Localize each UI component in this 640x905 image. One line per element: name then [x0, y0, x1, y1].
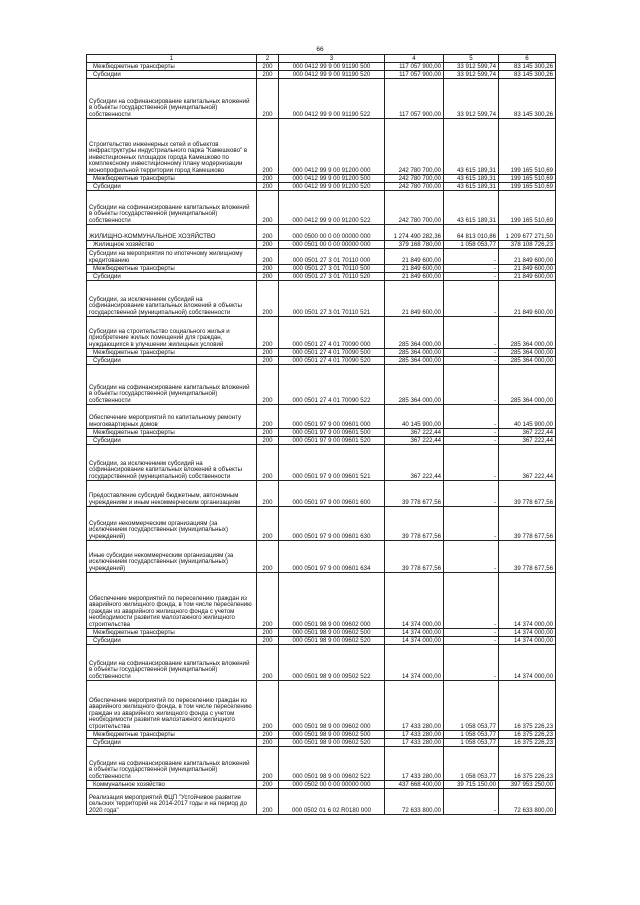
table-row	[87, 429, 556, 437]
row-name-cell: Субсидии на мероприятия по ипотечному жилищному кредитованию	[87, 249, 257, 265]
row-approved-cell: 379 168 780,00	[385, 241, 444, 249]
table-row	[87, 781, 556, 789]
row-approved-cell: 21 849 600,00	[385, 265, 444, 273]
row-executed-cell: 33 912 599,74	[444, 79, 499, 119]
row-executed-cell: 43 615 189,31	[444, 183, 499, 191]
row-executed-cell: -	[444, 445, 499, 481]
row-executed-cell: -	[444, 281, 499, 317]
row-name-cell: Субсидии	[87, 183, 257, 191]
row-code-cell: 200	[257, 281, 279, 317]
row-remaining-cell: 199 165 510,69	[499, 175, 556, 183]
table-row	[87, 637, 556, 645]
row-executed-cell: 1 058 053,77	[444, 739, 499, 747]
table-row	[87, 507, 556, 541]
row-kbk-cell: 000 0501 27 4 01 70090 000	[279, 317, 385, 349]
row-name-cell: Предоставление субсидий бюджетным, автономным учреждениям и иным некоммерческим организациям	[87, 481, 257, 507]
row-executed-cell: 39 715 150,00	[444, 781, 499, 789]
row-kbk-cell: 000 0412 99 9 00 91200 000	[279, 119, 385, 175]
row-executed-cell: -	[444, 349, 499, 357]
table-row	[87, 739, 556, 747]
header-col-5: 5	[444, 55, 499, 63]
row-code-cell: 200	[257, 265, 279, 273]
row-approved-cell: 72 633 800,00	[385, 789, 444, 815]
row-name-cell: Жилищное хозяйство	[87, 241, 257, 249]
row-executed-cell: -	[444, 573, 499, 629]
table-row	[87, 119, 556, 175]
table-row	[87, 445, 556, 481]
row-approved-cell: 242 780 700,00	[385, 191, 444, 225]
row-code-cell: 200	[257, 681, 279, 731]
header-col-2: 2	[257, 55, 279, 63]
row-remaining-cell: 21 849 600,00	[499, 273, 556, 281]
table-row	[87, 175, 556, 183]
row-approved-cell: 285 364 000,00	[385, 349, 444, 357]
row-approved-cell: 39 778 677,56	[385, 481, 444, 507]
row-remaining-cell: 16 375 226,23	[499, 731, 556, 739]
row-name-cell: Коммунальное хозяйство	[87, 781, 257, 789]
table-row	[87, 437, 556, 445]
row-remaining-cell: 14 374 000,00	[499, 645, 556, 681]
table-row	[87, 357, 556, 365]
row-remaining-cell: 83 145 300,26	[499, 79, 556, 119]
row-approved-cell: 367 222,44	[385, 445, 444, 481]
budget-table	[86, 54, 556, 815]
row-code-cell: 200	[257, 573, 279, 629]
row-remaining-cell: 378 108 726,23	[499, 241, 556, 249]
row-code-cell: 200	[257, 71, 279, 79]
row-executed-cell: 43 615 189,31	[444, 191, 499, 225]
table-row	[87, 265, 556, 273]
row-executed-cell: 1 058 053,77	[444, 747, 499, 781]
row-name-cell: Межбюджетные трансферты	[87, 175, 257, 183]
table-row	[87, 629, 556, 637]
row-remaining-cell: 16 375 226,23	[499, 747, 556, 781]
row-remaining-cell: 72 633 800,00	[499, 789, 556, 815]
row-executed-cell: 43 615 189,31	[444, 175, 499, 183]
row-remaining-cell: 39 778 677,56	[499, 481, 556, 507]
row-kbk-cell: 000 0501 97 9 00 09601 521	[279, 445, 385, 481]
row-remaining-cell: 199 165 510,69	[499, 183, 556, 191]
row-code-cell: 200	[257, 541, 279, 573]
row-code-cell: 200	[257, 63, 279, 71]
row-remaining-cell: 39 778 677,56	[499, 507, 556, 541]
row-name-cell: Субсидии	[87, 739, 257, 747]
row-name-cell: Реализация мероприятий ФЦП "Устойчивое развитие сельских территорий на 2014-2017 годы и на период до 2020 года"	[87, 789, 257, 815]
table-row	[87, 71, 556, 79]
row-approved-cell: 39 778 677,56	[385, 507, 444, 541]
row-code-cell: 200	[257, 507, 279, 541]
row-name-cell: Межбюджетные трансферты	[87, 429, 257, 437]
row-remaining-cell: 367 222,44	[499, 429, 556, 437]
row-kbk-cell: 000 0501 98 9 00 09602 522	[279, 747, 385, 781]
row-kbk-cell: 000 0412 99 9 00 91190 522	[279, 79, 385, 119]
row-executed-cell: 1 058 053,77	[444, 681, 499, 731]
row-remaining-cell: 367 222,44	[499, 445, 556, 481]
row-code-cell: 200	[257, 349, 279, 357]
row-kbk-cell: 000 0501 00 0 00 00000 000	[279, 241, 385, 249]
row-remaining-cell: 1 209 677 271,50	[499, 225, 556, 241]
row-remaining-cell: 285 364 000,00	[499, 365, 556, 405]
row-code-cell: 200	[257, 781, 279, 789]
row-executed-cell: -	[444, 273, 499, 281]
row-approved-cell: 285 364 000,00	[385, 317, 444, 349]
row-remaining-cell: 21 849 600,00	[499, 265, 556, 273]
row-approved-cell: 17 433 280,00	[385, 739, 444, 747]
row-approved-cell: 367 222,44	[385, 437, 444, 445]
header-row	[87, 55, 556, 63]
row-remaining-cell: 285 364 000,00	[499, 317, 556, 349]
table-row	[87, 731, 556, 739]
row-executed-cell: 33 912 599,74	[444, 63, 499, 71]
row-kbk-cell: 000 0501 27 3 01 70110 521	[279, 281, 385, 317]
row-code-cell: 200	[257, 241, 279, 249]
row-approved-cell: 17 433 280,00	[385, 747, 444, 781]
row-code-cell: 200	[257, 119, 279, 175]
row-remaining-cell: 16 375 226,23	[499, 739, 556, 747]
row-kbk-cell: 000 0501 27 4 01 70090 520	[279, 357, 385, 365]
row-executed-cell: -	[444, 357, 499, 365]
row-kbk-cell: 000 0501 97 9 00 09601 500	[279, 429, 385, 437]
row-approved-cell: 285 364 000,00	[385, 365, 444, 405]
row-code-cell: 200	[257, 739, 279, 747]
row-executed-cell: -	[444, 629, 499, 637]
row-approved-cell: 117 057 900,00	[385, 71, 444, 79]
row-name-cell: Субсидии, за исключением субсидий на софинансирование капитальных вложений в объекты государственной (муниципальной) собственности	[87, 281, 257, 317]
row-executed-cell: 1 058 053,77	[444, 731, 499, 739]
row-executed-cell: -	[444, 481, 499, 507]
row-remaining-cell: 39 778 677,56	[499, 541, 556, 573]
row-kbk-cell: 000 0500 00 0 00 00000 000	[279, 225, 385, 241]
row-code-cell: 200	[257, 405, 279, 429]
row-name-cell: ЖИЛИЩНО-КОММУНАЛЬНОЕ ХОЗЯЙСТВО	[87, 225, 257, 241]
row-remaining-cell: 21 849 600,00	[499, 281, 556, 317]
row-approved-cell: 437 668 400,00	[385, 781, 444, 789]
row-name-cell: Субсидии на софинансирование капитальных вложений в объекты государственной (муниципальной) собственности	[87, 365, 257, 405]
row-name-cell: Межбюджетные трансферты	[87, 63, 257, 71]
budget-table-container	[86, 54, 555, 815]
row-remaining-cell: 40 145 900,00	[499, 405, 556, 429]
row-code-cell: 200	[257, 437, 279, 445]
row-name-cell: Межбюджетные трансферты	[87, 629, 257, 637]
row-executed-cell: -	[444, 405, 499, 429]
row-kbk-cell: 000 0501 98 9 00 09602 500	[279, 629, 385, 637]
header-col-4: 4	[385, 55, 444, 63]
row-executed-cell: -	[444, 507, 499, 541]
table-row	[87, 349, 556, 357]
row-code-cell: 200	[257, 225, 279, 241]
table-row	[87, 747, 556, 781]
row-kbk-cell: 000 0502 01 6 02 R0180 000	[279, 789, 385, 815]
row-code-cell: 200	[257, 175, 279, 183]
table-row	[87, 273, 556, 281]
row-remaining-cell: 16 375 226,23	[499, 681, 556, 731]
row-kbk-cell: 000 0412 99 9 00 91190 520	[279, 71, 385, 79]
row-executed-cell: 64 813 010,86	[444, 225, 499, 241]
row-name-cell: Субсидии на строительство социального жилья и приобретение жилых помещений для граждан, нуждающихся в улучшении жилищных условий	[87, 317, 257, 349]
row-name-cell: Субсидии, за исключением субсидий на софинансирование капитальных вложений в объекты государственной (муниципальной) собственности	[87, 445, 257, 481]
row-name-cell: Субсидии некоммерческим организациям (за исключением государственных (муниципальных) учреждений)	[87, 507, 257, 541]
row-code-cell: 200	[257, 445, 279, 481]
row-remaining-cell: 14 374 000,00	[499, 629, 556, 637]
row-remaining-cell: 21 849 600,00	[499, 249, 556, 265]
row-executed-cell: 1 058 053,77	[444, 241, 499, 249]
row-executed-cell: -	[444, 249, 499, 265]
row-code-cell: 200	[257, 79, 279, 119]
row-approved-cell: 242 780 700,00	[385, 183, 444, 191]
row-approved-cell: 117 057 900,00	[385, 79, 444, 119]
table-row	[87, 183, 556, 191]
row-kbk-cell: 000 0501 98 9 00 09602 500	[279, 731, 385, 739]
row-kbk-cell: 000 0501 27 4 01 70090 522	[279, 365, 385, 405]
row-remaining-cell: 14 374 000,00	[499, 573, 556, 629]
row-name-cell: Иные субсидии некоммерческим организациям (за исключением государственных (муниципальных) учреждений)	[87, 541, 257, 573]
table-row	[87, 573, 556, 629]
row-approved-cell: 21 849 600,00	[385, 273, 444, 281]
row-approved-cell: 14 374 000,00	[385, 629, 444, 637]
row-name-cell: Обеспечение мероприятий по капитальному ремонту многоквартирных домов	[87, 405, 257, 429]
table-row	[87, 249, 556, 265]
row-name-cell: Субсидии	[87, 357, 257, 365]
row-kbk-cell: 000 0412 99 9 00 91200 500	[279, 175, 385, 183]
row-approved-cell: 14 374 000,00	[385, 637, 444, 645]
row-name-cell: Субсидии на софинансирование капитальных вложений в объекты государственной (муниципальной) собственности	[87, 79, 257, 119]
row-kbk-cell: 000 0501 98 9 00 09602 520	[279, 739, 385, 747]
row-kbk-cell: 000 0501 98 9 00 09602 520	[279, 637, 385, 645]
row-name-cell: Субсидии на софинансирование капитальных вложений в объекты государственной (муниципальной) собственности	[87, 191, 257, 225]
row-kbk-cell: 000 0501 98 9 00 09602 000	[279, 573, 385, 629]
row-name-cell: Субсидии	[87, 71, 257, 79]
row-executed-cell: -	[444, 789, 499, 815]
row-remaining-cell: 14 374 000,00	[499, 637, 556, 645]
row-kbk-cell: 000 0501 98 9 00 09502 522	[279, 645, 385, 681]
table-row	[87, 405, 556, 429]
table-row	[87, 225, 556, 241]
row-name-cell: Межбюджетные трансферты	[87, 731, 257, 739]
row-kbk-cell: 000 0501 27 4 01 70090 500	[279, 349, 385, 357]
row-code-cell: 200	[257, 365, 279, 405]
table-row	[87, 241, 556, 249]
row-approved-cell: 14 374 000,00	[385, 645, 444, 681]
row-executed-cell: -	[444, 265, 499, 273]
header-col-3: 3	[279, 55, 385, 63]
row-executed-cell: -	[444, 365, 499, 405]
table-row	[87, 191, 556, 225]
row-approved-cell: 17 433 280,00	[385, 681, 444, 731]
row-name-cell: Обеспечение мероприятий по переселению граждан из аварийного жилищного фонда, в том числе переселению граждан из аварийного жилищного фонда с учетом необходимости развития малоэтажного жилищного строительства	[87, 573, 257, 629]
row-executed-cell: -	[444, 637, 499, 645]
row-kbk-cell: 000 0502 00 0 00 00000 000	[279, 781, 385, 789]
row-remaining-cell: 199 165 510,69	[499, 119, 556, 175]
row-remaining-cell: 397 953 250,00	[499, 781, 556, 789]
row-kbk-cell: 000 0412 99 9 00 91200 520	[279, 183, 385, 191]
row-kbk-cell: 000 0501 97 9 00 09601 630	[279, 507, 385, 541]
row-remaining-cell: 83 145 300,26	[499, 71, 556, 79]
row-name-cell: Субсидии на софинансирование капитальных вложений в объекты государственной (муниципальной) собственности	[87, 645, 257, 681]
row-name-cell: Субсидии на софинансирование капитальных вложений в объекты государственной (муниципальной) собственности	[87, 747, 257, 781]
row-kbk-cell: 000 0501 27 3 01 70110 500	[279, 265, 385, 273]
row-kbk-cell: 000 0412 99 9 00 91200 522	[279, 191, 385, 225]
table-row	[87, 365, 556, 405]
row-code-cell: 200	[257, 273, 279, 281]
row-approved-cell: 367 222,44	[385, 429, 444, 437]
table-body	[87, 63, 556, 815]
table-row	[87, 79, 556, 119]
row-code-cell: 200	[257, 429, 279, 437]
row-code-cell: 200	[257, 731, 279, 739]
row-approved-cell: 17 433 280,00	[385, 731, 444, 739]
row-code-cell: 200	[257, 481, 279, 507]
row-name-cell: Субсидии	[87, 273, 257, 281]
row-executed-cell: -	[444, 317, 499, 349]
table-row	[87, 317, 556, 349]
row-kbk-cell: 000 0501 27 3 01 70110 000	[279, 249, 385, 265]
row-remaining-cell: 367 222,44	[499, 437, 556, 445]
row-executed-cell: -	[444, 541, 499, 573]
row-code-cell: 200	[257, 789, 279, 815]
table-row	[87, 481, 556, 507]
row-code-cell: 200	[257, 249, 279, 265]
row-approved-cell: 1 274 490 282,36	[385, 225, 444, 241]
row-code-cell: 200	[257, 191, 279, 225]
page-number: 66	[316, 46, 324, 53]
row-remaining-cell: 83 145 300,26	[499, 63, 556, 71]
row-code-cell: 200	[257, 629, 279, 637]
row-kbk-cell: 000 0501 97 9 00 09601 600	[279, 481, 385, 507]
row-kbk-cell: 000 0501 97 9 00 09601 000	[279, 405, 385, 429]
row-approved-cell: 21 849 600,00	[385, 249, 444, 265]
row-code-cell: 200	[257, 747, 279, 781]
row-name-cell: Обеспечение мероприятий по переселению граждан из аварийного жилищного фонда, в том числе переселению граждан из аварийного жилищного фонда с учетом необходимости развития малоэтажного жилищного строительства	[87, 681, 257, 731]
row-name-cell: Межбюджетные трансферты	[87, 349, 257, 357]
row-name-cell: Субсидии	[87, 637, 257, 645]
row-approved-cell: 14 374 000,00	[385, 573, 444, 629]
row-approved-cell: 242 780 700,00	[385, 119, 444, 175]
row-kbk-cell: 000 0501 97 9 00 09601 634	[279, 541, 385, 573]
row-kbk-cell: 000 0501 98 9 00 09602 000	[279, 681, 385, 731]
row-approved-cell: 40 145 900,00	[385, 405, 444, 429]
row-code-cell: 200	[257, 357, 279, 365]
table-row	[87, 63, 556, 71]
row-kbk-cell: 000 0501 27 3 01 70110 520	[279, 273, 385, 281]
row-executed-cell: -	[444, 429, 499, 437]
table-row	[87, 281, 556, 317]
row-approved-cell: 39 778 677,56	[385, 541, 444, 573]
row-approved-cell: 117 057 900,00	[385, 63, 444, 71]
row-code-cell: 200	[257, 637, 279, 645]
row-name-cell: Строительство инженерных сетей и объектов инфраструктуры индустриального парка "Камешково" в инвестиционных площадок города Камешково по комплексному инвестиционному плану модернизации монопрофильной территории город Камешково	[87, 119, 257, 175]
row-approved-cell: 285 364 000,00	[385, 357, 444, 365]
row-approved-cell: 242 780 700,00	[385, 175, 444, 183]
row-remaining-cell: 285 364 000,00	[499, 357, 556, 365]
row-remaining-cell: 285 364 000,00	[499, 349, 556, 357]
header-col-1: 1	[87, 55, 257, 63]
row-name-cell: Межбюджетные трансферты	[87, 265, 257, 273]
row-kbk-cell: 000 0412 99 9 00 91190 500	[279, 63, 385, 71]
row-executed-cell: -	[444, 437, 499, 445]
table-row	[87, 789, 556, 815]
row-executed-cell: 43 615 189,31	[444, 119, 499, 175]
row-executed-cell: -	[444, 645, 499, 681]
row-code-cell: 200	[257, 317, 279, 349]
table-row	[87, 645, 556, 681]
row-executed-cell: 33 912 599,74	[444, 71, 499, 79]
row-code-cell: 200	[257, 183, 279, 191]
row-remaining-cell: 199 165 510,69	[499, 191, 556, 225]
table-row	[87, 541, 556, 573]
row-kbk-cell: 000 0501 97 9 00 09601 520	[279, 437, 385, 445]
row-name-cell: Субсидии	[87, 437, 257, 445]
row-approved-cell: 21 849 600,00	[385, 281, 444, 317]
table-row	[87, 681, 556, 731]
row-code-cell: 200	[257, 645, 279, 681]
header-col-6: 6	[499, 55, 556, 63]
